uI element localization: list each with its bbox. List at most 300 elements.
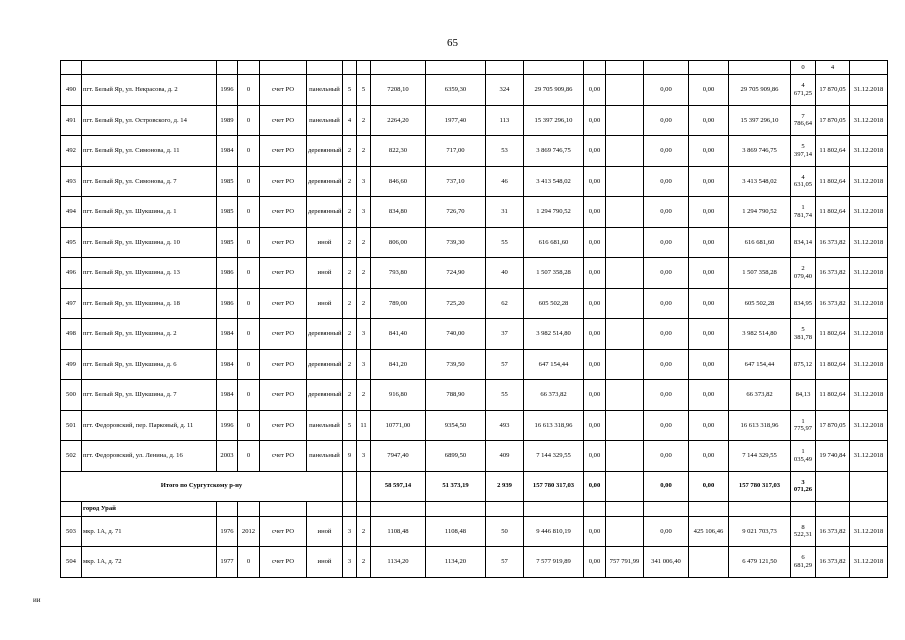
table-row	[61, 380, 888, 411]
table-row	[61, 136, 888, 167]
cost-total-cell: 29 705 909,86	[729, 75, 791, 106]
total-area-cell: 846,60	[371, 166, 426, 197]
top-cell-2: 4	[816, 61, 850, 75]
living-area-cell: 724,90	[426, 258, 486, 289]
city-empty-cell	[791, 501, 816, 516]
cost-total-cell: 3 982 514,80	[729, 319, 791, 350]
table-row	[61, 441, 888, 472]
cost-zero-cell: 0,00	[584, 136, 606, 167]
deadline-cell: 31.12.2018	[850, 197, 888, 228]
cost-zero-cell: 0,00	[584, 516, 606, 547]
residents-cell: 53	[486, 136, 524, 167]
fund-method-cell: счет РО	[260, 258, 307, 289]
limit-cost-cell: 11 802,64	[816, 319, 850, 350]
cost-m3-cell: 0,00	[689, 166, 729, 197]
wall-material-cell: иной	[307, 547, 343, 578]
total-cost-cell: 16 613 318,96	[524, 410, 584, 441]
residents-cell: 57	[486, 547, 524, 578]
row-number-cell: 497	[61, 288, 82, 319]
city-empty-cell	[816, 501, 850, 516]
overhaul-year-cell: 0	[238, 166, 260, 197]
build-year-cell: 1996	[217, 410, 238, 441]
cost-m2-cell: 0,00	[644, 197, 689, 228]
cost-m1-cell	[606, 319, 644, 350]
fund-method-cell: счет РО	[260, 197, 307, 228]
row-number-cell: 504	[61, 547, 82, 578]
deadline-cell: 31.12.2018	[850, 288, 888, 319]
cost-m1-cell	[606, 227, 644, 258]
cost-zero-cell: 0,00	[584, 288, 606, 319]
fund-method-cell: счет РО	[260, 380, 307, 411]
unit-cost-cell: 2 079,40	[791, 258, 816, 289]
total-m2-cell: 0,00	[644, 471, 689, 501]
cost-zero-cell: 0,00	[584, 547, 606, 578]
total-a2-cell: 51 373,19	[426, 471, 486, 501]
entrances-cell: 2	[357, 516, 371, 547]
city-empty-cell	[357, 501, 371, 516]
total-cost-cell: 66 373,82	[524, 380, 584, 411]
unit-cost-cell: 834,14	[791, 227, 816, 258]
cost-total-cell: 6 479 121,50	[729, 547, 791, 578]
total-area-cell: 916,80	[371, 380, 426, 411]
living-area-cell: 739,50	[426, 349, 486, 380]
unit-cost-cell: 8 522,31	[791, 516, 816, 547]
top-cell-1: 0	[791, 61, 816, 75]
limit-cost-cell: 16 373,82	[816, 227, 850, 258]
unit-cost-cell: 4 631,05	[791, 166, 816, 197]
cost-m1-cell	[606, 136, 644, 167]
cost-m1-cell	[606, 380, 644, 411]
cost-m3-cell: 0,00	[689, 410, 729, 441]
total-tot-cell: 157 780 317,03	[729, 471, 791, 501]
cost-m3-cell: 0,00	[689, 75, 729, 106]
entrances-cell: 2	[357, 380, 371, 411]
wall-material-cell: деревянный	[307, 349, 343, 380]
total-cost-cell: 1 294 790,52	[524, 197, 584, 228]
limit-cost-cell: 16 373,82	[816, 547, 850, 578]
deadline-cell: 31.12.2018	[850, 227, 888, 258]
overhaul-year-cell: 0	[238, 319, 260, 350]
floors-cell: 2	[343, 288, 357, 319]
city-empty-cell	[238, 501, 260, 516]
floors-cell: 3	[343, 547, 357, 578]
unit-cost-cell: 1 781,74	[791, 197, 816, 228]
total-a1-cell: 58 597,14	[371, 471, 426, 501]
address-cell: пгт. Белый Яр, ул. Шукшина, д. 10	[82, 227, 217, 258]
unit-cost-cell: 5 397,14	[791, 136, 816, 167]
entrances-cell: 3	[357, 349, 371, 380]
wall-material-cell: иной	[307, 288, 343, 319]
row-number-cell: 501	[61, 410, 82, 441]
cost-m2-cell: 0,00	[644, 75, 689, 106]
entrances-cell: 3	[357, 441, 371, 472]
total-cost-cell: 3 982 514,80	[524, 319, 584, 350]
overhaul-year-cell: 0	[238, 75, 260, 106]
entrances-cell: 3	[357, 319, 371, 350]
cost-total-cell: 3 413 548,02	[729, 166, 791, 197]
limit-cost-cell: 11 802,64	[816, 349, 850, 380]
wall-material-cell: иной	[307, 258, 343, 289]
cost-zero-cell: 0,00	[584, 349, 606, 380]
build-year-cell: 1984	[217, 380, 238, 411]
unit-cost-cell: 84,13	[791, 380, 816, 411]
floors-cell: 2	[343, 136, 357, 167]
cost-zero-cell: 0,00	[584, 441, 606, 472]
limit-cost-cell: 17 870,05	[816, 410, 850, 441]
entrances-cell: 2	[357, 288, 371, 319]
entrances-cell: 3	[357, 166, 371, 197]
total-area-cell: 806,00	[371, 227, 426, 258]
table-row	[61, 166, 888, 197]
limit-cost-cell: 11 802,64	[816, 197, 850, 228]
overhaul-year-cell: 0	[238, 227, 260, 258]
living-area-cell: 726,70	[426, 197, 486, 228]
address-cell: пгт. Белый Яр, ул. Симонова, д. 11	[82, 136, 217, 167]
unit-cost-cell: 875,12	[791, 349, 816, 380]
total-empty-floors	[343, 471, 357, 501]
row-number-cell: 502	[61, 441, 82, 472]
cost-total-cell: 605 502,28	[729, 288, 791, 319]
total-area-cell: 822,30	[371, 136, 426, 167]
table-row	[61, 319, 888, 350]
build-year-cell: 1984	[217, 349, 238, 380]
total-area-cell: 841,20	[371, 349, 426, 380]
limit-cost-cell: 16 373,82	[816, 288, 850, 319]
overhaul-year-cell: 0	[238, 410, 260, 441]
residents-cell: 40	[486, 258, 524, 289]
build-year-cell: 1989	[217, 105, 238, 136]
cost-m1-cell	[606, 75, 644, 106]
city-empty-cell	[606, 501, 644, 516]
city-header-row	[61, 501, 888, 516]
living-area-cell: 740,00	[426, 319, 486, 350]
cost-m1-cell	[606, 105, 644, 136]
total-cost-cell: 3 869 746,75	[524, 136, 584, 167]
cost-m3-cell: 0,00	[689, 105, 729, 136]
residents-cell: 55	[486, 227, 524, 258]
limit-cost-cell: 16 373,82	[816, 516, 850, 547]
deadline-cell: 31.12.2018	[850, 166, 888, 197]
entrances-cell: 2	[357, 105, 371, 136]
cost-m1-cell: 757 791,99	[606, 547, 644, 578]
cost-m3-cell: 0,00	[689, 227, 729, 258]
table-row	[61, 258, 888, 289]
living-area-cell: 9354,50	[426, 410, 486, 441]
entrances-cell: 2	[357, 227, 371, 258]
city-empty-cell	[343, 501, 357, 516]
city-empty-cell	[61, 501, 82, 516]
build-year-cell: 1976	[217, 516, 238, 547]
living-area-cell: 1108,48	[426, 516, 486, 547]
address-cell: пгт. Белый Яр, ул. Симонова, д. 7	[82, 166, 217, 197]
limit-cost-cell: 11 802,64	[816, 380, 850, 411]
city-empty-cell	[486, 501, 524, 516]
city-empty-cell	[729, 501, 791, 516]
floors-cell: 2	[343, 380, 357, 411]
cost-m2-cell: 0,00	[644, 288, 689, 319]
cost-m3-cell: 0,00	[689, 380, 729, 411]
table-row	[61, 288, 888, 319]
cost-zero-cell: 0,00	[584, 197, 606, 228]
cost-zero-cell: 0,00	[584, 380, 606, 411]
floors-cell: 2	[343, 319, 357, 350]
cost-m3-cell	[689, 547, 729, 578]
city-name: город Урай	[82, 501, 217, 516]
cost-m2-cell: 0,00	[644, 319, 689, 350]
address-cell: пгт. Белый Яр, ул. Шукшина, д. 13	[82, 258, 217, 289]
cost-m3-cell: 0,00	[689, 349, 729, 380]
cost-m1-cell	[606, 516, 644, 547]
city-empty-cell	[644, 501, 689, 516]
overhaul-year-cell: 2012	[238, 516, 260, 547]
address-cell: пгт. Белый Яр, ул. Шукшина, д. 7	[82, 380, 217, 411]
overhaul-year-cell: 0	[238, 136, 260, 167]
unit-cost-cell: 1 775,97	[791, 410, 816, 441]
total-area-cell: 10771,00	[371, 410, 426, 441]
build-year-cell: 1986	[217, 258, 238, 289]
cost-m3-cell: 0,00	[689, 197, 729, 228]
address-cell: мкр. 1А, д. 71	[82, 516, 217, 547]
cost-m1-cell	[606, 288, 644, 319]
cost-m1-cell	[606, 166, 644, 197]
residents-cell: 62	[486, 288, 524, 319]
cost-m3-cell: 425 106,46	[689, 516, 729, 547]
residents-cell: 37	[486, 319, 524, 350]
overhaul-year-cell: 0	[238, 441, 260, 472]
city-empty-cell	[584, 501, 606, 516]
wall-material-cell: панельный	[307, 105, 343, 136]
cost-m2-cell: 0,00	[644, 258, 689, 289]
total-p-cell: 2 939	[486, 471, 524, 501]
row-number-cell: 499	[61, 349, 82, 380]
cost-m2-cell: 0,00	[644, 166, 689, 197]
address-cell: мкр. 1А, д. 72	[82, 547, 217, 578]
wall-material-cell: деревянный	[307, 319, 343, 350]
row-number-cell: 503	[61, 516, 82, 547]
row-number-cell: 495	[61, 227, 82, 258]
city-empty-cell	[217, 501, 238, 516]
table-body	[61, 61, 888, 578]
floors-cell: 3	[343, 516, 357, 547]
table-row	[61, 547, 888, 578]
overhaul-year-cell: 0	[238, 349, 260, 380]
cost-total-cell: 647 154,44	[729, 349, 791, 380]
living-area-cell: 1977,40	[426, 105, 486, 136]
deadline-cell: 31.12.2018	[850, 410, 888, 441]
cost-total-cell: 7 144 329,55	[729, 441, 791, 472]
residents-cell: 50	[486, 516, 524, 547]
fund-method-cell: счет РО	[260, 227, 307, 258]
total-cost-cell: 15 397 296,10	[524, 105, 584, 136]
unit-cost-cell: 5 381,78	[791, 319, 816, 350]
cost-zero-cell: 0,00	[584, 105, 606, 136]
deadline-cell: 31.12.2018	[850, 319, 888, 350]
total-u1-cell: 3 071,26	[791, 471, 816, 501]
living-area-cell: 717,00	[426, 136, 486, 167]
entrances-cell: 2	[357, 136, 371, 167]
living-area-cell: 737,10	[426, 166, 486, 197]
cost-m2-cell: 0,00	[644, 441, 689, 472]
total-area-cell: 789,00	[371, 288, 426, 319]
table-row	[61, 105, 888, 136]
table-row	[61, 227, 888, 258]
cost-m1-cell	[606, 349, 644, 380]
total-sum-cell: 157 780 317,03	[524, 471, 584, 501]
cost-zero-cell: 0,00	[584, 319, 606, 350]
deadline-cell: 31.12.2018	[850, 136, 888, 167]
total-area-cell: 841,40	[371, 319, 426, 350]
floors-cell: 9	[343, 441, 357, 472]
total-cost-cell: 29 705 909,86	[524, 75, 584, 106]
entrances-cell: 3	[357, 197, 371, 228]
address-cell: пгт. Белый Яр, ул. Островского, д. 14	[82, 105, 217, 136]
floors-cell: 2	[343, 349, 357, 380]
build-year-cell: 1996	[217, 75, 238, 106]
cost-total-cell: 66 373,82	[729, 380, 791, 411]
total-area-cell: 793,80	[371, 258, 426, 289]
cost-m2-cell: 0,00	[644, 380, 689, 411]
residents-cell: 46	[486, 166, 524, 197]
fund-method-cell: счет РО	[260, 410, 307, 441]
cost-zero-cell: 0,00	[584, 410, 606, 441]
overhaul-year-cell: 0	[238, 380, 260, 411]
deadline-cell: 31.12.2018	[850, 258, 888, 289]
cost-m3-cell: 0,00	[689, 319, 729, 350]
total-cost-cell: 9 446 810,19	[524, 516, 584, 547]
cost-m1-cell	[606, 258, 644, 289]
cost-m2-cell: 0,00	[644, 136, 689, 167]
limit-cost-cell: 17 870,05	[816, 75, 850, 106]
fund-method-cell: счет РО	[260, 319, 307, 350]
city-empty-cell	[260, 501, 307, 516]
city-empty-cell	[307, 501, 343, 516]
total-empty-limit	[816, 471, 850, 501]
row-number-cell: 492	[61, 136, 82, 167]
entrances-cell: 2	[357, 547, 371, 578]
address-cell: пгт. Белый Яр, ул. Некрасова, д. 2	[82, 75, 217, 106]
total-empty-m1	[606, 471, 644, 501]
total-cost-cell: 7 577 919,89	[524, 547, 584, 578]
row-number-cell: 491	[61, 105, 82, 136]
build-year-cell: 1977	[217, 547, 238, 578]
table-row	[61, 197, 888, 228]
total-area-cell: 1134,20	[371, 547, 426, 578]
build-year-cell: 1984	[217, 136, 238, 167]
cost-m2-cell: 0,00	[644, 349, 689, 380]
page-number: 65	[447, 37, 458, 49]
deadline-cell: 31.12.2018	[850, 516, 888, 547]
city-empty-cell	[426, 501, 486, 516]
cost-total-cell: 16 613 318,96	[729, 410, 791, 441]
floors-cell: 4	[343, 105, 357, 136]
floors-cell: 2	[343, 197, 357, 228]
table-row	[61, 75, 888, 106]
total-z-cell: 0,00	[584, 471, 606, 501]
cost-m2-cell: 0,00	[644, 410, 689, 441]
total-empty-entrances	[357, 471, 371, 501]
row-number-cell: 500	[61, 380, 82, 411]
footer-mark: ии	[33, 596, 41, 604]
residents-cell: 31	[486, 197, 524, 228]
row-number-cell: 490	[61, 75, 82, 106]
deadline-cell: 31.12.2018	[850, 349, 888, 380]
wall-material-cell: иной	[307, 516, 343, 547]
overhaul-year-cell: 0	[238, 197, 260, 228]
residents-cell: 57	[486, 349, 524, 380]
deadline-cell: 31.12.2018	[850, 75, 888, 106]
floors-cell: 2	[343, 166, 357, 197]
table-row	[61, 349, 888, 380]
unit-cost-cell: 834,95	[791, 288, 816, 319]
total-area-cell: 2264,20	[371, 105, 426, 136]
cost-total-cell: 616 681,60	[729, 227, 791, 258]
address-cell: пгт. Белый Яр, ул. Шукшина, д. 6	[82, 349, 217, 380]
floors-cell: 2	[343, 258, 357, 289]
cost-total-cell: 15 397 296,10	[729, 105, 791, 136]
cost-m1-cell	[606, 410, 644, 441]
cost-m3-cell: 0,00	[689, 288, 729, 319]
row-number-cell: 496	[61, 258, 82, 289]
fund-method-cell: счет РО	[260, 166, 307, 197]
address-cell: пгт. Федоровский, пер. Парковый, д. 11	[82, 410, 217, 441]
overhaul-year-cell: 0	[238, 547, 260, 578]
total-cost-cell: 647 154,44	[524, 349, 584, 380]
deadline-cell: 31.12.2018	[850, 105, 888, 136]
address-cell: пгт. Федоровский, ул. Ленина, д. 16	[82, 441, 217, 472]
cost-m1-cell	[606, 197, 644, 228]
address-cell: пгт. Белый Яр, ул. Шукшина, д. 1	[82, 197, 217, 228]
fund-method-cell: счет РО	[260, 441, 307, 472]
build-year-cell: 1984	[217, 319, 238, 350]
wall-material-cell: панельный	[307, 410, 343, 441]
cost-zero-cell: 0,00	[584, 75, 606, 106]
build-year-cell: 1985	[217, 227, 238, 258]
fund-method-cell: счет РО	[260, 75, 307, 106]
total-cost-cell: 3 413 548,02	[524, 166, 584, 197]
row-number-cell: 493	[61, 166, 82, 197]
address-cell: пгт. Белый Яр, ул. Шукшина, д. 2	[82, 319, 217, 350]
limit-cost-cell: 16 373,82	[816, 258, 850, 289]
cost-total-cell: 9 021 703,73	[729, 516, 791, 547]
cost-m2-cell: 0,00	[644, 105, 689, 136]
housing-table	[60, 60, 888, 578]
total-area-cell: 834,80	[371, 197, 426, 228]
unit-cost-cell: 4 671,25	[791, 75, 816, 106]
floors-cell: 5	[343, 410, 357, 441]
total-cost-cell: 616 681,60	[524, 227, 584, 258]
cost-zero-cell: 0,00	[584, 258, 606, 289]
cost-total-cell: 3 869 746,75	[729, 136, 791, 167]
total-cost-cell: 7 144 329,55	[524, 441, 584, 472]
fund-method-cell: счет РО	[260, 288, 307, 319]
build-year-cell: 1986	[217, 288, 238, 319]
limit-cost-cell: 11 802,64	[816, 166, 850, 197]
deadline-cell: 31.12.2018	[850, 547, 888, 578]
unit-cost-cell: 6 681,29	[791, 547, 816, 578]
city-empty-cell	[524, 501, 584, 516]
build-year-cell: 1985	[217, 166, 238, 197]
cost-m3-cell: 0,00	[689, 441, 729, 472]
unit-cost-cell: 7 786,64	[791, 105, 816, 136]
city-empty-cell	[689, 501, 729, 516]
total-cost-cell: 1 507 358,28	[524, 258, 584, 289]
total-m3-cell: 0,00	[689, 471, 729, 501]
build-year-cell: 1985	[217, 197, 238, 228]
limit-cost-cell: 17 870,05	[816, 105, 850, 136]
cost-total-cell: 1 294 790,52	[729, 197, 791, 228]
wall-material-cell: деревянный	[307, 380, 343, 411]
wall-material-cell: иной	[307, 227, 343, 258]
